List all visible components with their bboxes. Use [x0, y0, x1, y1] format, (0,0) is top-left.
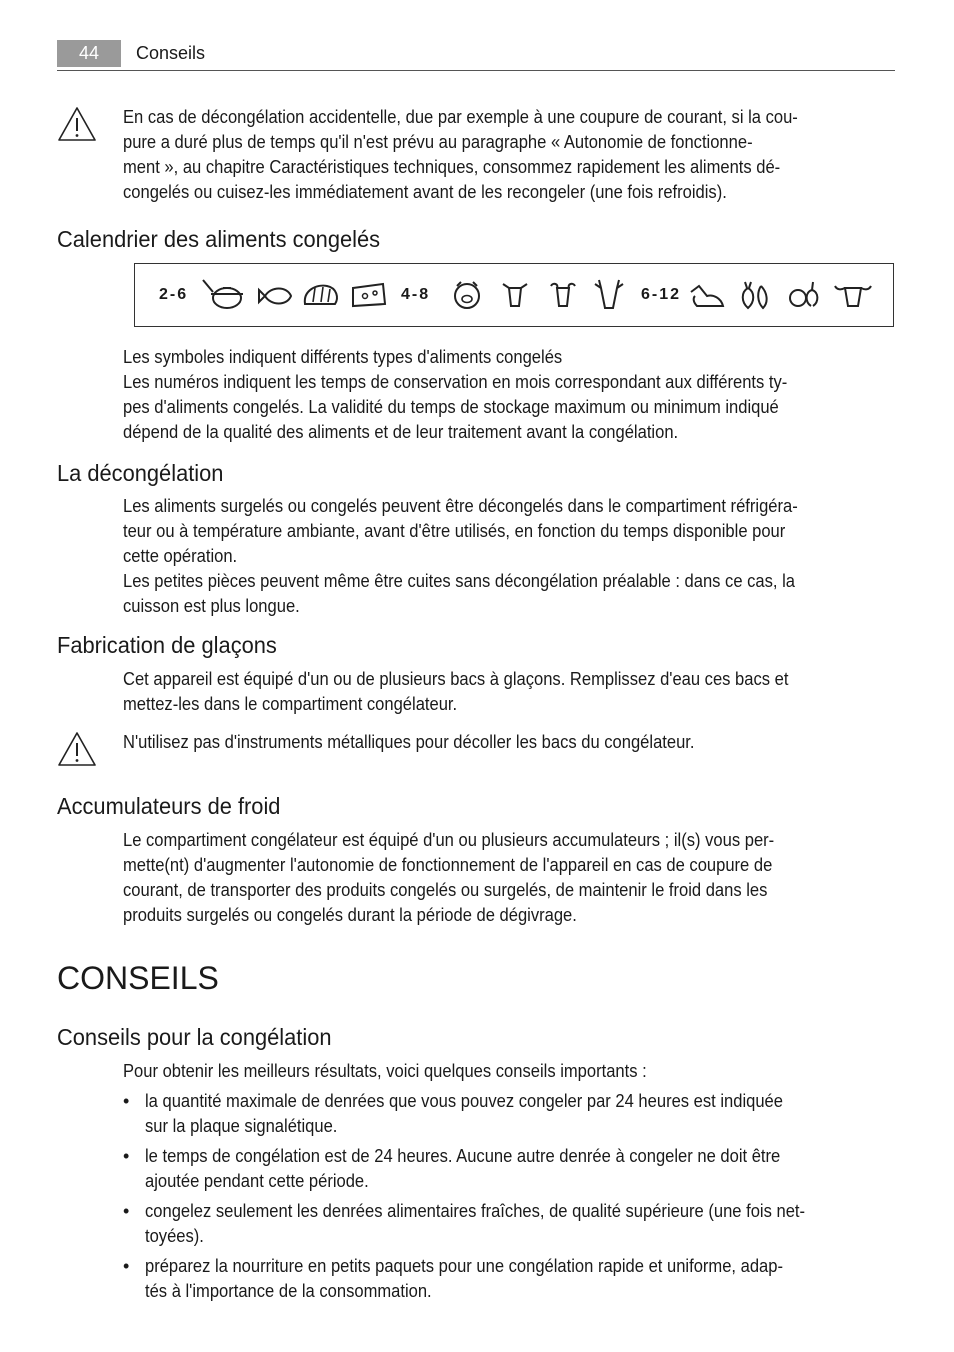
pot-icon	[201, 278, 249, 314]
poultry-icon	[687, 278, 727, 314]
calendar-group-label: 2-6	[159, 286, 189, 303]
fish-icon	[255, 278, 295, 314]
glacons-warning-text: N'utilisez pas d'instruments métalliques pour décoller les bacs du congélateur.	[123, 732, 695, 752]
warning-text: En cas de décongélation accidentelle, due par exemple à une coupure de courant, si la cou- pure a duré plus de temps qu'il n'est prévu au paragraphe « Autonomie de fonctionne- ment », au chapitre Caractéristiques techniques, consommez rapidement les aliments dé- congelés ou cuisez-les immédiatement avant de les recongeler (une fois refroidis).	[123, 107, 798, 202]
decongelation-text: Les aliments surgelés ou congelés peuvent être décongelés dans le compartiment réfrigéra- teur ou à température ambiante, avant d'être utilisés, en fonction du temps disponible pour cette opération. Les petites pièces peuvent même être cuites sans décongélation préalable : dans ce cas, la cuisson est plus longue.	[123, 496, 798, 616]
calendar-group-label: 6-12	[641, 286, 682, 303]
pig-icon	[449, 278, 485, 314]
calendar-heading: Calendrier des aliments congelés	[57, 226, 381, 252]
accumulateurs-heading: Accumulateurs de froid	[57, 793, 281, 819]
bullet-icon: •	[123, 1256, 130, 1276]
page-number: 44	[57, 40, 121, 67]
chapter-title: CONSEILS	[57, 960, 219, 996]
calendar-group-label: 4-8	[401, 286, 431, 303]
bread-icon	[301, 278, 341, 314]
conseils-intro: Pour obtenir les meilleurs résultats, voici quelques conseils importants :	[123, 1061, 647, 1081]
warning-icon	[57, 106, 97, 142]
cow-icon	[833, 278, 873, 314]
glacons-heading: Fabrication de glaçons	[57, 632, 277, 658]
accumulateurs-text: Le compartiment congélateur est équipé d'un ou plusieurs accumulateurs ; il(s) vous per- mette(nt) d'augmenter l'autonomie de fonctionnement de l'appareil en cas de coupure de courant, de transporter des produits congelés ou surgelés, de maintenir le froid dans les produits surgelés ou congelés durant la période de dégivrage.	[123, 830, 775, 925]
fruit-icon	[785, 278, 825, 314]
bullet-icon: •	[123, 1091, 130, 1111]
sheep-icon	[545, 278, 581, 314]
glacons-text: Cet appareil est équipé d'un ou de plusieurs bacs à glaçons. Remplissez d'eau ces bacs et mettez-les dans le compartiment congélateur.	[123, 669, 789, 714]
bullet-icon: •	[123, 1146, 130, 1166]
header-divider	[57, 70, 895, 71]
freezer-calendar	[134, 263, 894, 327]
deer-icon	[591, 278, 627, 314]
decongelation-heading: La décongélation	[57, 460, 224, 486]
running-header: Conseils	[136, 43, 206, 63]
cheese-icon	[349, 278, 389, 314]
warning-icon	[57, 731, 97, 767]
calf-icon	[497, 278, 533, 314]
bullet-icon: •	[123, 1201, 130, 1221]
vegetables-icon	[737, 278, 773, 314]
calendar-description: Les symboles indiquent différents types d'aliments congelés Les numéros indiquent les temps de conservation en mois correspondant aux différents ty- pes d'aliments congelés. La validité du temps de stockage maximum ou minimum indiqué dépend de la qualité des aliments et de leur traitement avant la congélation.	[123, 347, 788, 442]
conseils-subheading: Conseils pour la congélation	[57, 1024, 332, 1050]
